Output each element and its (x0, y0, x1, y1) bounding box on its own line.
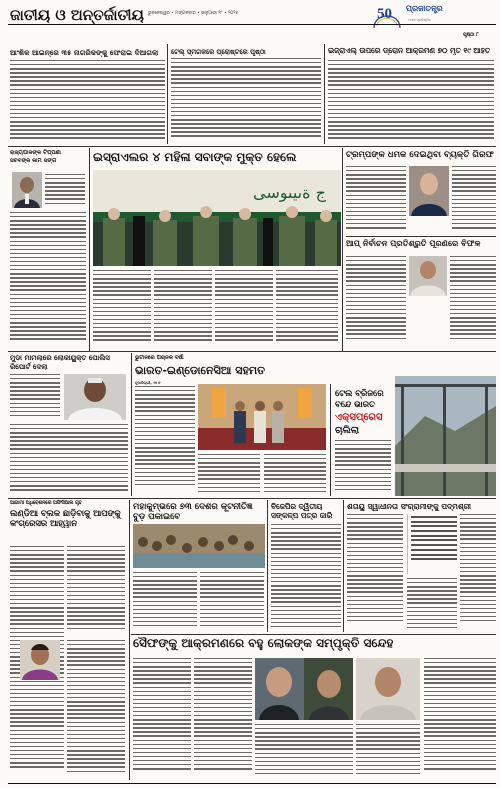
article-a5-headline: ଟ୍ରମ୍ପଙ୍କ ଧମକ ଦେଇଥିବା ବ୍ୟକ୍ତି ଗିରଫ (346, 150, 494, 160)
portrait-photo-a4 (12, 172, 42, 208)
banner-text-icon: ج ةىيىوسى (253, 183, 326, 202)
anniversary-logo (370, 2, 404, 32)
masthead: ଜାତୀୟ ଓ ଅନ୍ତର୍ଜାତୀୟ ଭୁବନେଶ୍ୱର • ମଙ୍ଗଳବାର • ଜାନୁଆରୀ ୨୮ • ୨୦୨୫ 50 ପ୍ରଜାତନ୍ତ୍ର ୧୯୪୭ ପ୍ରତିଷ୍ଠିତ ପୃଷ୍ଠା ୮ (0, 0, 500, 40)
date-line: ଭୁବନେଶ୍ୱର • ମଙ୍ଗଳବାର • ଜାନୁଆରୀ ୨୮ • ୨୦୨୫ (148, 11, 239, 16)
article-a8-body-col2 (198, 454, 260, 496)
article-a13-body-col1 (347, 514, 403, 632)
article-a9-body (335, 440, 391, 496)
article-a7-body-left (10, 374, 60, 422)
article-a11-body-col2 (200, 572, 264, 630)
article-a10-body-col2 (67, 546, 125, 636)
article-a14-body-col2 (194, 658, 252, 780)
article-a14-body-col5 (424, 658, 496, 780)
article-a13-body-col2 (460, 514, 496, 632)
portrait-photo-a5 (409, 166, 449, 216)
dateline-a8: ନୂଆଦିଲ୍ଲୀ, ୨୭।୧ (135, 381, 161, 385)
main-headline: ଇସ୍ରାଏଲର ୪ ମହିଳା ସବାଙ୍କ ମୁକ୍ତ ହେଲେ (93, 150, 297, 164)
person-photo-icon (409, 166, 449, 216)
main-body-col2 (154, 270, 212, 348)
kumbh-crowd-photo (133, 524, 265, 568)
article-a14-headline: ସୈଫଙ୍କୁ ଆକ୍ରମଣରେ ବହୁ ଲୋକଙ୍କ ସମ୍ପୃକ୍ତି ସନ୍ଦେହ (133, 636, 394, 650)
main-body-col1 (93, 270, 151, 348)
article-a8-headline: ଭାରତ-ଇଣ୍ଡୋନେସିଆ ସହମତ (135, 364, 265, 377)
diplomats-photo (198, 384, 326, 450)
article-a3-headline: ଇଜ୍ରାଏଲ୍ ଉପରେ ଡ୍ରୋନ ଆକ୍ରମଣ ୭୦ ମୃତ ୧୯ ଆହତ (328, 46, 491, 55)
person-photo-icon (356, 658, 420, 720)
article-a8-body-col1 (135, 386, 195, 496)
portrait-photo-a7 (64, 374, 126, 420)
railway-bridge-photo (395, 376, 496, 496)
main-news-photo (93, 170, 341, 266)
page-number: ପୃଷ୍ଠା ୮ (463, 33, 479, 38)
article-a8-body-col3 (264, 454, 326, 496)
article-a9-headline-l3: ଏକ୍ସପ୍ରେସ (335, 412, 383, 423)
article-a11-body-col1 (133, 572, 197, 630)
article-a4-headline: ସଚିବଙ୍କ କାମ ସଙ୍ଗ (10, 158, 57, 164)
actor-portraits-photo (255, 658, 353, 720)
article-a9-headline-l1: ଟେଲ ବ୍ରିଜରେ (335, 388, 384, 398)
article-a2-body (171, 58, 321, 142)
article-a10-headline: ଲଣ୍ଡିଆ ବ୍ଲକ ଛାଡ଼ିବାକୁ ଆପଙ୍କୁ କଂଗ୍ରେସର ଆହ୍ୱାନ (10, 508, 121, 528)
main-body-col3 (215, 270, 273, 348)
article-a1-body (10, 60, 165, 142)
article-a8-kicker: ଭୁଟାନରେ ଅଚାନକ ବର୍ଷା (135, 355, 184, 361)
article-a4-kicker: ରାଜ୍ୟପାଳଙ୍କ ଟିପ୍‌ପଣୀ (10, 150, 61, 156)
article-a1-headline: ଆଂଶିକ ଆଇନ୍‌ରେ ୩୫ ନାଗରିକଙ୍କୁ ଫେରାଇ ଦିଆଗଲା (10, 48, 159, 57)
anniversary-number: 50 (377, 6, 392, 22)
person-photo-icon (20, 640, 60, 680)
article-a2-headline: ଟେଲ୍ ସ୍ମଗଳରେ ପ୍ରୋଷ୍ଟରେ ପୃଷ୍ଠା (171, 48, 266, 56)
person-photo-icon (64, 374, 126, 420)
article-a13-pullquote (407, 514, 458, 574)
article-a5-body-left (346, 166, 406, 234)
article-a12-headline: ବିଜେପିର ଦ୍ୱିତୀୟ ସଙ୍କଳ୍ପ ପତ୍ର ଜାରି (271, 502, 333, 520)
article-a9-headline-l2: ବନ୍ଦେ ଭାରତ (335, 399, 375, 409)
article-a6-body-left (346, 256, 406, 348)
article-a6-body-right (450, 256, 496, 348)
article-a13-headline: ଶତାୟୁ ସ୍ୱାଧୀନତା ସଂଗ୍ରାମୀଙ୍କୁ ପଦ୍ମଶ୍ରୀ (347, 502, 472, 511)
article-a11-headline: ମହାକୁମ୍ଭରେ ୭୩ ଦେଶର କୂଟନୀତିଜ୍ଞ ବୁଡ଼ ପକାଇବେ (133, 502, 253, 522)
article-a12-body (271, 524, 341, 632)
article-a4-side-body (45, 174, 85, 210)
article-a6-headline: ଆପ୍‌ ନିର୍ବାଚନ ପ୍ରତିଶ୍ରୁତି ପୂରଣରେ ବିଫଳ (346, 238, 481, 248)
article-a5-body-right (452, 166, 496, 234)
article-a14-body-col1 (133, 658, 191, 780)
crowd-photo (133, 524, 265, 568)
article-a10-kicker: ଆଗାମୀ ଅଧିବେଶନରେ ଅଫିସିଆଲ ଗୃହ (10, 501, 82, 506)
person-photo-icon (12, 172, 42, 208)
article-a13-body-col3 (407, 578, 457, 632)
portrait-photo-a10 (20, 640, 60, 680)
bridge-train-photo (395, 376, 496, 496)
article-a7-body (10, 424, 128, 496)
person-photo-icon (409, 256, 447, 296)
article-a9-headline-l4: ଚାଲିଲା (335, 425, 359, 436)
diplomatic-meeting-photo (198, 384, 326, 450)
article-a3-body (328, 60, 494, 142)
main-body-col4 (276, 270, 338, 348)
article-a7-headline: ମୁଡା ମାମଲାରେ ଲୋକାୟୁକ୍ତ ପୋଲିସ ରିପୋର୍ଟ ଦେଲା (10, 354, 110, 371)
article-a10-body-col2b (67, 640, 125, 780)
portrait-photo-a6 (409, 256, 447, 296)
article-a4-body (10, 212, 86, 348)
brand-logo: ପ୍ରଜାତନ୍ତ୍ର (406, 4, 443, 13)
article-a14-body-col4 (356, 724, 420, 780)
section-title: ଜାତୀୟ ଓ ଅନ୍ତର୍ଜାତୀୟ (10, 6, 144, 24)
article-a14-body-col3 (255, 724, 353, 780)
hostage-release-photo (93, 170, 341, 266)
portrait-photo-a14 (356, 658, 420, 720)
actor-photos (255, 658, 353, 720)
